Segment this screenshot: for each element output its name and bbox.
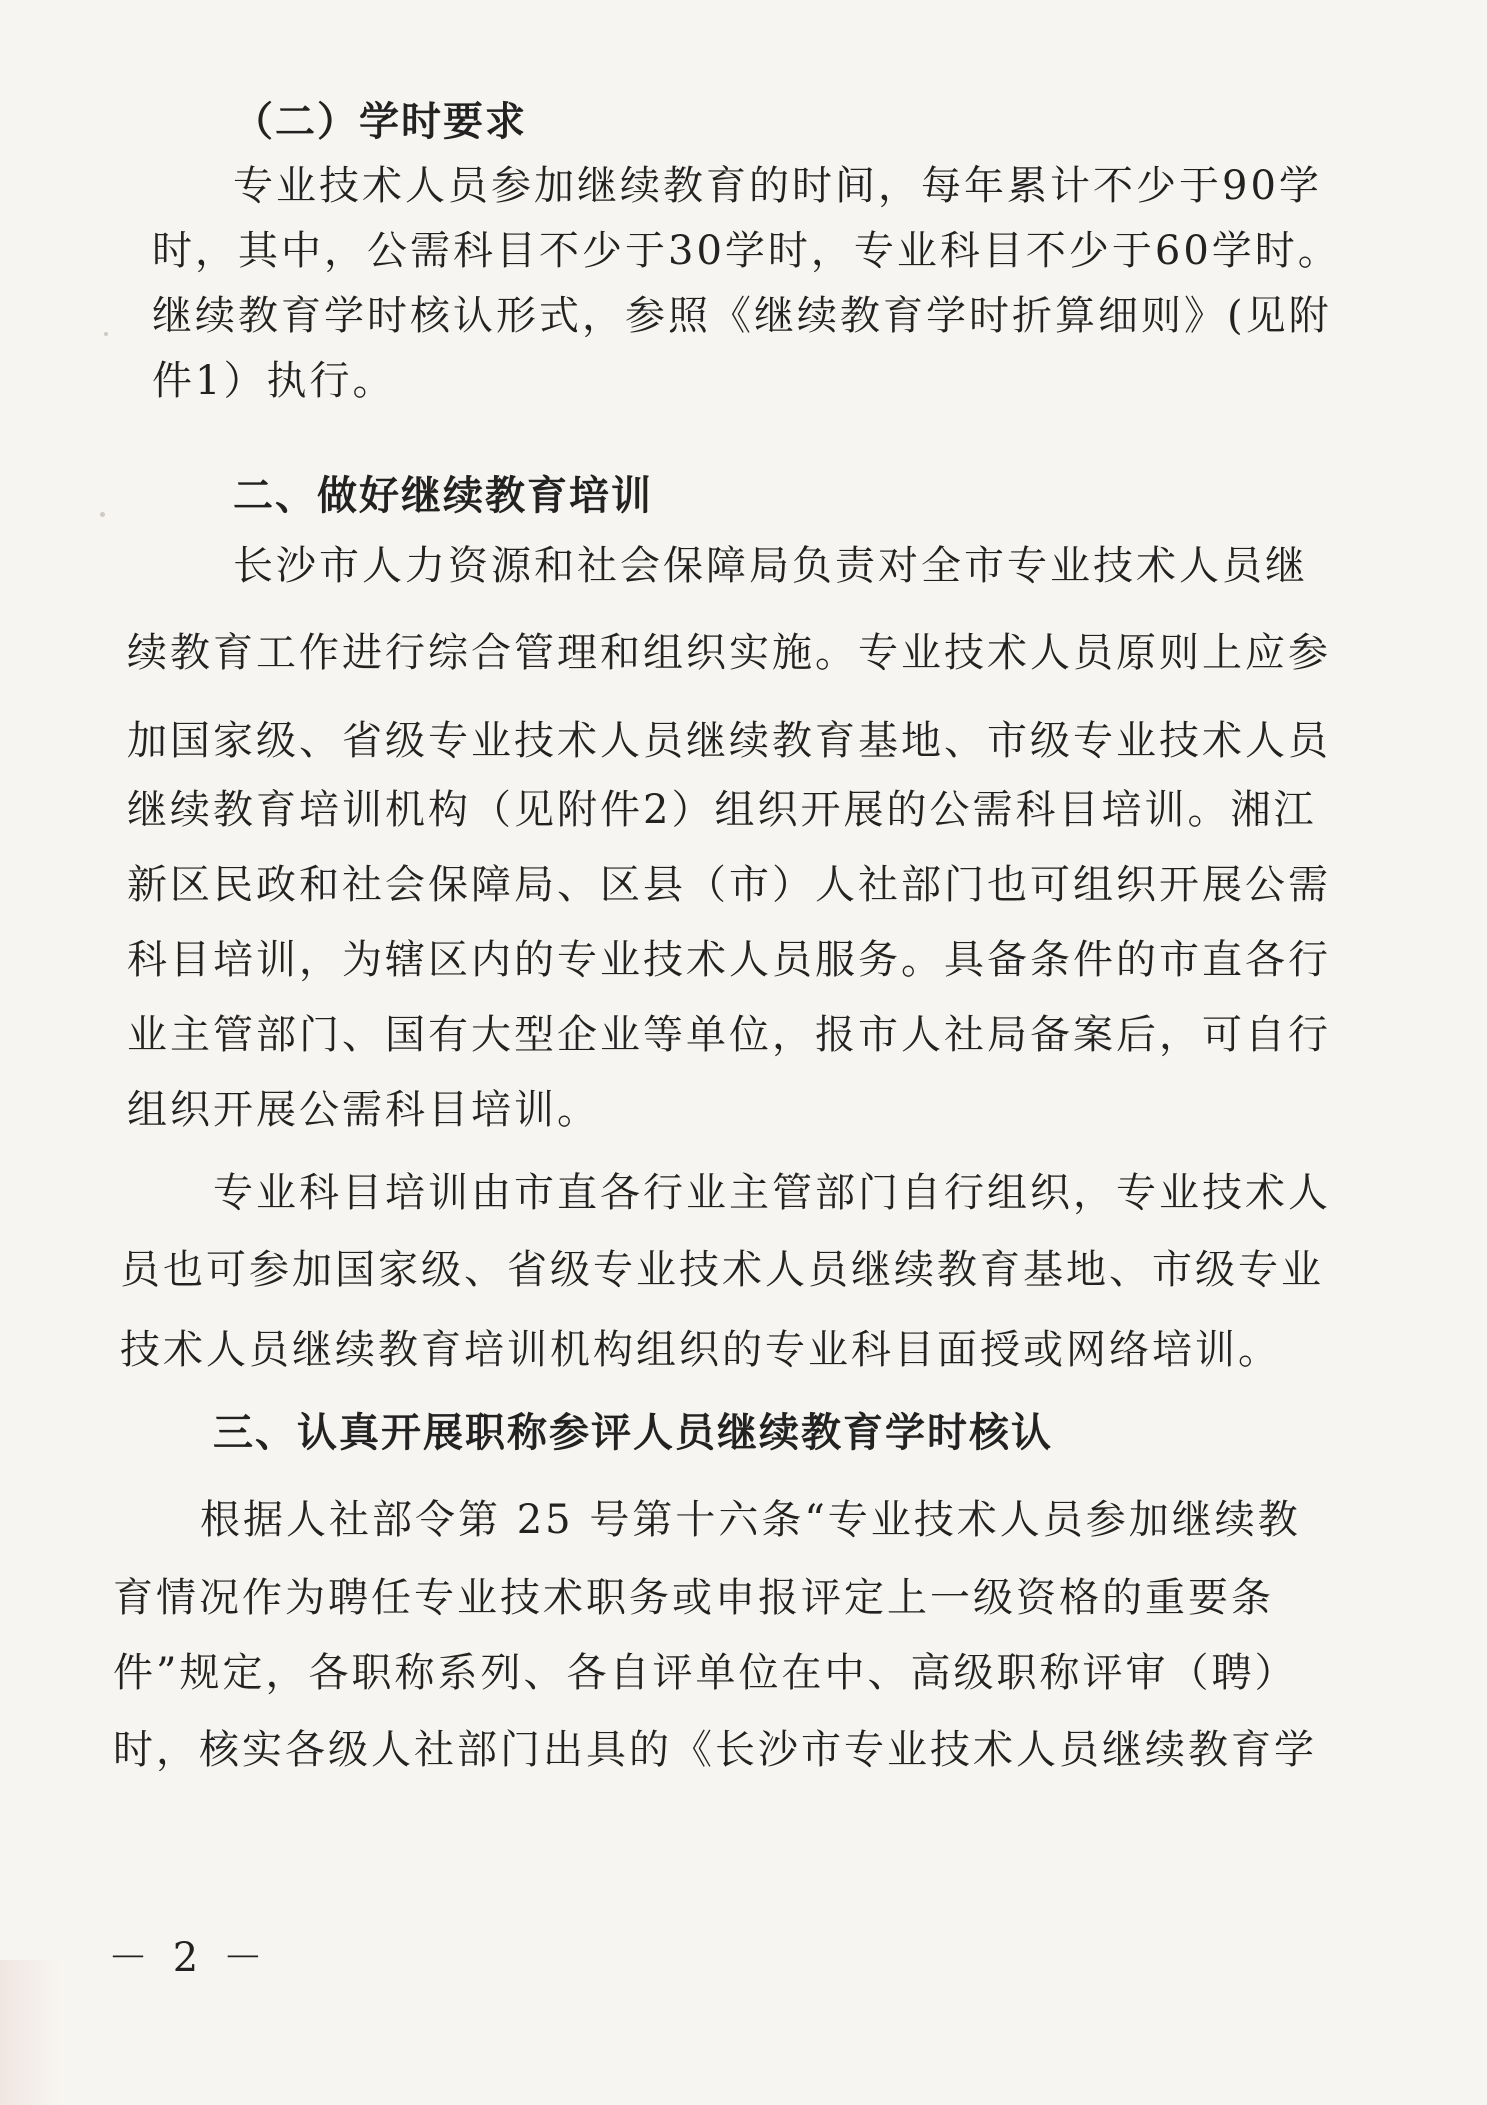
body-line: 根据人社部令第 25 号第十六条“专业技术人员参加继续教	[200, 1497, 1301, 1543]
body-line: 专业技术人员参加继续教育的时间，每年累计不少于90学	[233, 163, 1322, 209]
scan-edge-stain	[0, 1960, 60, 2105]
body-line: 继续教育培训机构（见附件2）组织开展的公需科目培训。湘江	[127, 787, 1317, 833]
body-line: 组织开展公需科目培训。	[127, 1087, 600, 1133]
body-line: 员也可参加国家级、省级专业技术人员继续教育基地、市级专业	[120, 1247, 1324, 1293]
body-line: 件”规定，各职称系列、各自评单位在中、高级职称评审（聘）	[113, 1650, 1298, 1696]
section-heading-study-hours: （二）学时要求	[233, 99, 527, 145]
body-line: 专业科目培训由市直各行业主管部门自行组织，专业技术人	[213, 1170, 1331, 1216]
body-line: 加国家级、省级专业技术人员继续教育基地、市级专业技术人员	[127, 718, 1331, 764]
body-line: 长沙市人力资源和社会保障局负责对全市专业技术人员继	[233, 543, 1308, 589]
body-line: 技术人员继续教育培训机构组织的专业科目面授或网络培训。	[120, 1327, 1281, 1373]
scan-speck	[100, 512, 105, 517]
body-line: 新区民政和社会保障局、区县（市）人社部门也可组织开展公需	[127, 862, 1331, 908]
section-heading-training: 二、做好继续教育培训	[233, 473, 653, 519]
body-line: 业主管部门、国有大型企业等单位，报市人社局备案后，可自行	[127, 1012, 1331, 1058]
section-heading-title-evaluation: 三、认真开展职称参评人员继续教育学时核认	[213, 1410, 1053, 1456]
body-line: 科目培训，为辖区内的专业技术人员服务。具备条件的市直各行	[127, 937, 1331, 983]
body-line: 续教育工作进行综合管理和组织实施。专业技术人员原则上应参	[127, 630, 1331, 676]
scan-speck	[104, 332, 108, 336]
body-line: 件1）执行。	[152, 358, 396, 404]
body-line: 继续教育学时核认形式，参照《继续教育学时折算细则》(见附	[152, 293, 1332, 339]
page-number: － 2 －	[108, 1935, 269, 1981]
body-line: 育情况作为聘任专业技术职务或申报评定上一级资格的重要条	[113, 1575, 1274, 1621]
body-line: 时，核实各级人社部门出具的《长沙市专业技术人员继续教育学	[113, 1727, 1317, 1773]
body-line: 时，其中，公需科目不少于30学时，专业科目不少于60学时。	[152, 228, 1341, 274]
